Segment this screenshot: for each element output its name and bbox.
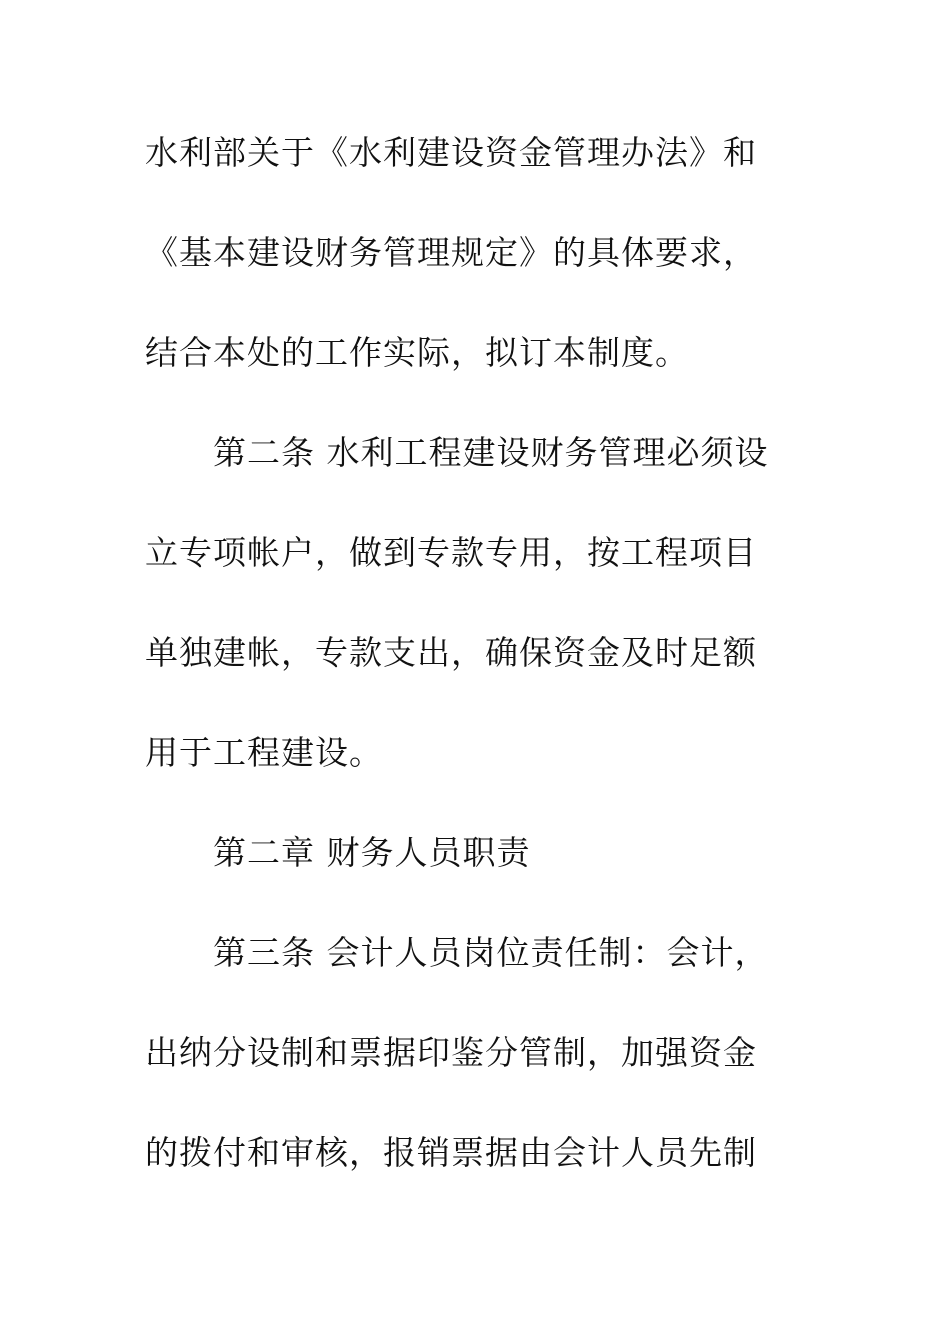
text-line-11: 的拨付和审核，报销票据由会计人员先制 [145, 1133, 757, 1172]
text-line-3: 结合本处的工作实际，拟订本制度。 [145, 333, 689, 372]
text-line-7: 用于工程建设。 [145, 733, 383, 772]
article-two-heading-line: 第二条 水利工程建设财务管理必须设 [213, 433, 769, 472]
text-line-5: 立专项帐户，做到专款专用，按工程项目 [145, 533, 757, 572]
chapter-two-heading: 第二章 财务人员职责 [213, 833, 531, 872]
text-line-6: 单独建帐，专款支出，确保资金及时足额 [145, 633, 757, 672]
text-line-10: 出纳分设制和票据印鉴分管制，加强资金 [145, 1033, 757, 1072]
text-line-1: 水利部关于《水利建设资金管理办法》和 [145, 133, 757, 172]
text-line-2: 《基本建设财务管理规定》的具体要求， [145, 233, 757, 272]
article-three-heading-line: 第三条 会计人员岗位责任制：会计， [213, 933, 769, 972]
